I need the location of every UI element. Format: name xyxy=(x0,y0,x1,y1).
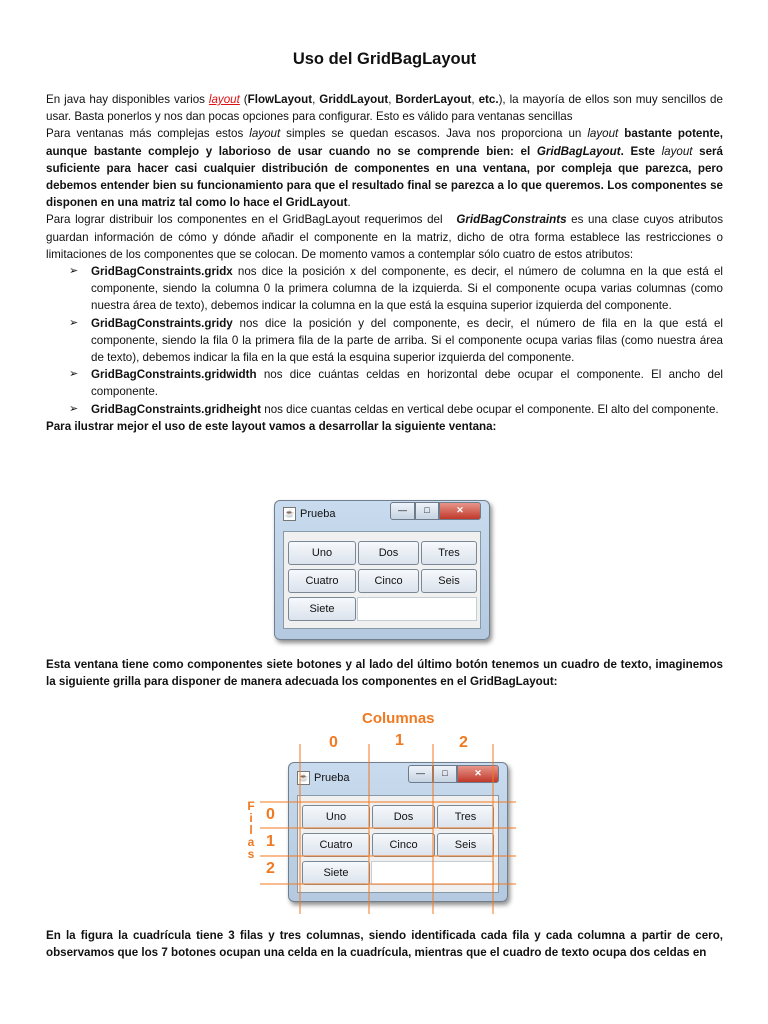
tres-button[interactable]: Tres xyxy=(437,805,494,829)
window-controls xyxy=(390,502,481,520)
bullet-text: nos dice cuantas celdas en vertical debe ocupar el componente. El alto del componente. xyxy=(261,402,719,416)
text-run: , xyxy=(388,93,396,106)
text-run: , xyxy=(471,93,479,106)
siete-button[interactable]: Siete xyxy=(302,861,370,885)
seis-button[interactable]: Seis xyxy=(437,833,494,857)
gridbaglayout-term: GridBagLayout xyxy=(536,144,621,158)
maximize-icon[interactable]: □ xyxy=(433,765,457,783)
text-run: simples se quedan escasos. Java nos proporciona un xyxy=(280,127,588,141)
rows-label-letter: s xyxy=(247,847,255,861)
flowlayout-term: FlowLayout xyxy=(247,93,313,106)
row-number: 1 xyxy=(266,833,275,850)
layout-term: layout xyxy=(249,127,281,141)
text-run: . xyxy=(347,196,351,210)
bullet-term: GridBagConstraints.gridx xyxy=(91,265,233,279)
layout-term: layout xyxy=(587,127,619,141)
minimize-icon[interactable]: — xyxy=(390,502,415,520)
rows-label-letter: l xyxy=(249,823,253,837)
cuatro-button[interactable]: Cuatro xyxy=(288,569,356,593)
column-number: 2 xyxy=(459,734,468,751)
list-item xyxy=(91,366,723,400)
text-run: ), la mayoría de ellos son muy sencillos de usar. Basta ponerlos y nos dan pocas opciones para configurar. Esto es válido para ventanas sencillas xyxy=(46,93,723,124)
uno-button[interactable]: Uno xyxy=(288,541,356,565)
row-number: 2 xyxy=(266,860,275,877)
intro-paragraph-1 xyxy=(46,91,723,125)
bullet-term: GridBagConstraints.gridwidth xyxy=(91,368,257,382)
siete-button[interactable]: Siete xyxy=(288,597,356,621)
java-icon: ☕ xyxy=(297,771,310,785)
rows-label xyxy=(246,800,256,860)
rows-label-letter: F xyxy=(247,799,255,813)
illustrate-text: Para ilustrar mejor el uso de este layout vamos a desarrollar la siguiente ventana: xyxy=(46,419,497,433)
prueba-window-screenshot xyxy=(274,500,490,640)
cinco-button[interactable]: Cinco xyxy=(358,569,419,593)
final-paragraph xyxy=(46,927,723,961)
minimize-icon[interactable]: — xyxy=(408,765,433,783)
list-item xyxy=(91,401,723,418)
intro-section xyxy=(46,91,723,435)
close-icon[interactable]: ✕ xyxy=(439,502,481,520)
list-item xyxy=(91,315,723,367)
etc-term: etc. xyxy=(478,93,499,106)
text-run: En java hay disponibles varios xyxy=(46,93,209,106)
cuatro-button[interactable]: Cuatro xyxy=(302,833,370,857)
list-item xyxy=(91,263,723,315)
grid-overlay xyxy=(238,706,528,916)
attributes-list xyxy=(46,263,723,418)
column-number: 0 xyxy=(329,734,338,751)
maximize-icon[interactable]: □ xyxy=(415,502,439,520)
dos-button[interactable]: Dos xyxy=(372,805,435,829)
bullet-text: nos dice la posición x del componente, es decir, el número de columna en la que está el componente, siendo la columna 0 la primera columna de la izquierda. Si el componente ocupa varias columnas (como nuestra área de texto), debemos indicar la columna en la que está la esquina superior izquierda del componente. xyxy=(91,265,723,313)
bullet-term: GridBagConstraints.gridy xyxy=(91,316,233,330)
gridlayout-term: GridLayout xyxy=(285,196,348,210)
rows-label-letter: a xyxy=(247,835,255,849)
text-field[interactable] xyxy=(357,597,477,621)
after-window-paragraph xyxy=(46,656,723,690)
layout-term: layout xyxy=(661,144,693,158)
columns-label: Columnas xyxy=(362,710,435,727)
final-text: En la figura la cuadrícula tiene 3 filas y tres columnas, siendo identificada cada fila y cada columna a partir de cero, observamos que los 7 botones ocupan una celda en la cuadrícula, mientras que el cuadro de texto ocupa dos celdas en xyxy=(46,929,723,960)
text-run: Para ventanas más complejas estos xyxy=(46,127,250,141)
window-title: Prueba xyxy=(314,772,350,784)
griddlayout-term: GriddLayout xyxy=(319,93,389,106)
dos-button[interactable]: Dos xyxy=(358,541,419,565)
after-window-text: Esta ventana tiene como componentes siete botones y al lado del último botón tenemos un cuadro de texto, imaginemos la siguiente grilla para disponer de manera adecuada los componentes en el GridBagLayout: xyxy=(46,658,723,689)
bullet-term: GridBagConstraints.gridheight xyxy=(91,402,262,416)
tres-button[interactable]: Tres xyxy=(421,541,477,565)
intro-paragraph-3 xyxy=(46,211,723,263)
seis-button[interactable]: Seis xyxy=(421,569,477,593)
page-title: Uso del GridBagLayout xyxy=(292,50,477,68)
text-run: Para lograr distribuir los componentes en el GridBagLayout requerimos del xyxy=(46,213,448,227)
text-run: bastante potente, aunque bastante complejo y laborioso de usar cuando no se comprende bien: el xyxy=(46,127,723,158)
borderlayout-term: BorderLayout xyxy=(395,93,472,106)
window-title: Prueba xyxy=(300,508,336,520)
column-number: 1 xyxy=(395,732,404,749)
cinco-button[interactable]: Cinco xyxy=(372,833,435,857)
text-run: es una clase cuyos atributos guardan información de cómo y dónde añadir el componente en la matriz, dicho de otra forma establece las restricciones o limitaciones de los componentes que se colocan. De momento vamos a contemplar sólo cuatro de estos atributos: xyxy=(46,213,723,261)
java-icon: ☕ xyxy=(283,507,296,521)
text-run: ( xyxy=(239,93,248,106)
illustrate-paragraph xyxy=(46,418,723,435)
close-icon[interactable]: ✕ xyxy=(457,765,499,783)
intro-paragraph-2 xyxy=(46,125,723,211)
bullet-text: nos dice cuántas celdas en horizontal debe ocupar el componente. El ancho del componente. xyxy=(91,368,723,399)
layout-link[interactable]: layout xyxy=(208,93,240,106)
grid-figure xyxy=(238,706,528,916)
rows-label-letter: i xyxy=(249,811,253,825)
row-number: 0 xyxy=(266,806,275,823)
text-run: será suficiente para hacer casi cualquier distribución de componentes en una ventana, por compleja que parezca, pero debemos entender bien su funcionamiento para que el resultado final se parezca a lo que queremos. Los componentes se disponen en una matriz tal como lo hace el xyxy=(46,144,724,210)
uno-button[interactable]: Uno xyxy=(302,805,370,829)
bullet-text: nos dice la posición y del componente, es decir, el número de fila en la que está el componente, siendo la fila 0 la primera fila de la parte de arriba. Si el componente ocupa varias filas (como nuestra área de texto), debemos indicar la fila en la que está la esquina superior izquierda del componente. xyxy=(91,316,723,365)
text-run: . Este xyxy=(620,144,662,158)
text-run: , xyxy=(312,93,320,106)
window-client-area xyxy=(283,531,481,629)
gridbagconstraints-term: GridBagConstraints xyxy=(456,213,567,227)
